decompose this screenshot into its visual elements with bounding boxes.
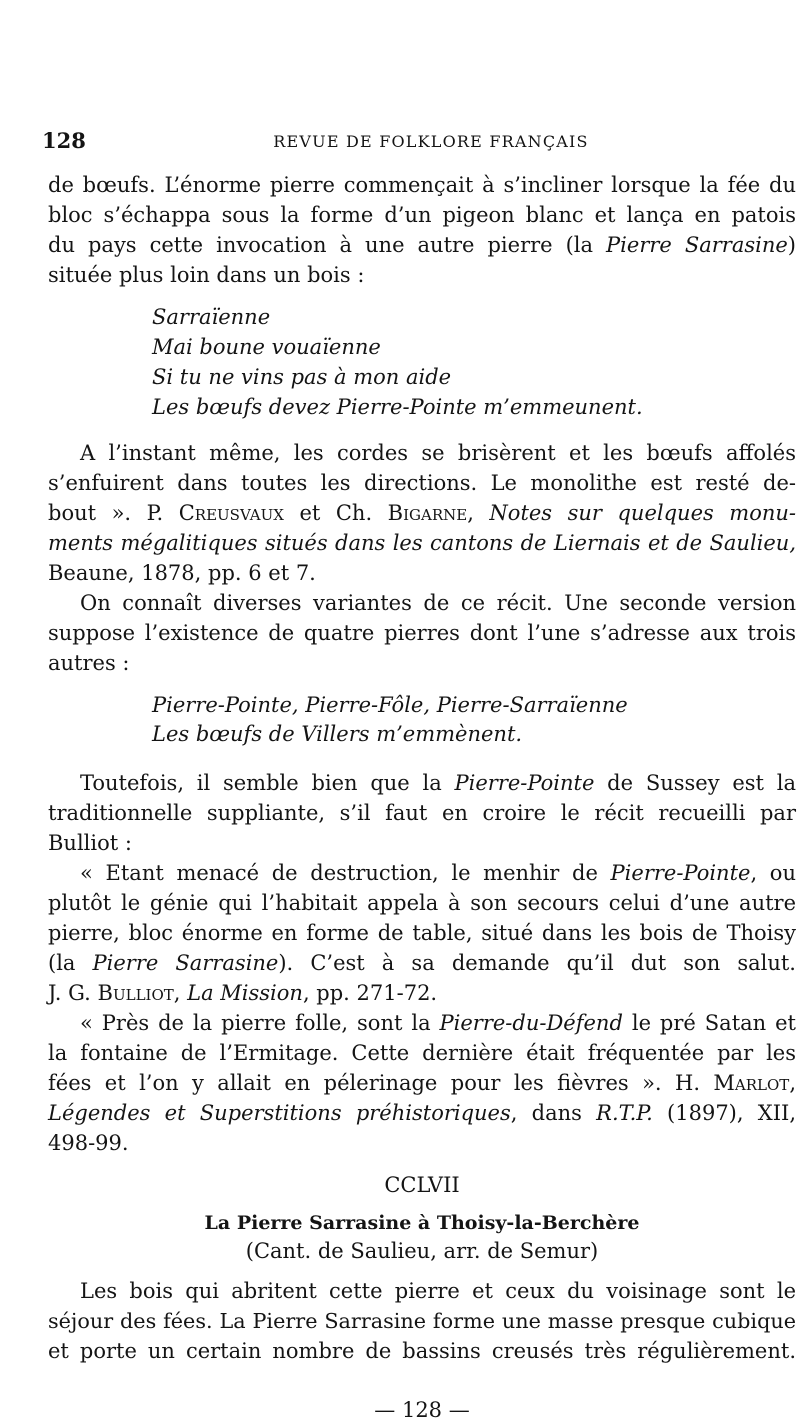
italic-name: Pierre-Pointe	[610, 861, 751, 885]
text-line: « Etant menacé de destruction, le menhir de Pierre-Pointe, ou	[80, 861, 796, 885]
text-line: du pays cette invocation à une autre pierre (la Pierre Sarrasine)	[48, 233, 796, 257]
text-line: On connaît diverses variantes de ce récit. Une seconde version	[80, 591, 796, 615]
text-line: Légendes et Superstitions préhistoriques, dans R.T.P. (1897), XII,	[48, 1101, 796, 1125]
author-name: Creusvaux	[178, 501, 284, 525]
italic-name: Pierre Sarrasine	[606, 233, 788, 257]
journal-abbrev: R.T.P.	[596, 1101, 653, 1125]
page-header	[42, 128, 802, 156]
text-line: Les bois qui abritent cette pierre et ceux du voisinage sont le	[80, 1279, 796, 1303]
text-line: autres :	[48, 651, 130, 675]
text-line: située plus loin dans un bois :	[48, 263, 365, 287]
text-line: J. G. Bulliot, La Mission, pp. 271-72.	[48, 981, 438, 1005]
text-line: bout ». P. Creusvaux et Ch. Bigarne, Notes sur quelques monu-	[48, 501, 796, 525]
verse-line: Si tu ne vins pas à mon aide	[152, 365, 452, 389]
verse-line: Les bœufs devez Pierre-Pointe m’emmeunent.	[152, 395, 643, 419]
text-line: 498-99.	[48, 1131, 129, 1155]
section-number: CCLVII	[384, 1173, 460, 1197]
text-line: s’enfuirent dans toutes les directions. Le monolithe est resté de-	[48, 471, 796, 495]
page-footer: — 128 —	[374, 1398, 470, 1422]
text-line: (la Pierre Sarrasine). C’est à sa demande qu’il dut son salut.	[48, 951, 796, 975]
italic-name: Pierre-du-Défend	[439, 1011, 623, 1035]
verse-line: Les bœufs de Villers m’emmènent.	[152, 722, 523, 746]
text-line	[48, 528, 796, 558]
text-line: et porte un certain nombre de bassins creusés très régulièrement.	[48, 1339, 796, 1363]
author-name: Bigarne	[387, 501, 468, 525]
text-line: la fontaine de l’Ermitage. Cette dernière était fréquentée par les	[48, 1041, 796, 1065]
text-line: « Près de la pierre folle, sont la Pierre-du-Défend le pré Satan et	[80, 1011, 796, 1035]
work-title: La Mission	[187, 981, 303, 1005]
text-line: suppose l’existence de quatre pierres dont l’une s’adresse aux trois	[48, 621, 796, 645]
text-line: bloc s’échappa sous la forme d’un pigeon blanc et lança en patois	[48, 203, 796, 227]
verse-line: Sarraïenne	[152, 305, 271, 329]
verse-line: Mai boune vouaïenne	[152, 335, 381, 359]
italic-name: Pierre-Pointe	[454, 771, 595, 795]
text-line: Bulliot :	[48, 831, 132, 855]
verse-line: Pierre-Pointe, Pierre-Fôle, Pierre-Sarraïenne	[152, 693, 628, 717]
text-line: pierre, bloc énorme en forme de table, situé dans les bois de Thoisy	[48, 921, 796, 945]
text-line: séjour des fées. La Pierre Sarrasine forme une masse presque cubique	[48, 1309, 796, 1333]
work-title: ments mégalitiques situés dans les cantons de Liernais et de Saulieu,	[48, 531, 796, 555]
running-title: REVUE DE FOLKLORE FRANÇAIS	[273, 132, 589, 151]
italic-name: Pierre Sarrasine	[92, 951, 279, 975]
text-line: fées et l’on y allait en pélerinage pour les fièvres ». H. Marlot,	[48, 1071, 796, 1095]
text-line: Beaune, 1878, pp. 6 et 7.	[48, 561, 316, 585]
work-title: Notes sur quelques monu-	[489, 501, 796, 525]
text-line: Toutefois, il semble bien que la Pierre-Pointe de Sussey est la	[80, 771, 796, 795]
section-subtitle: (Cant. de Saulieu, arr. de Semur)	[245, 1239, 599, 1263]
author-name: Bulliot	[97, 981, 174, 1005]
text-line: de bœufs. L’énorme pierre commençait à s’incliner lorsque la fée du	[48, 173, 796, 197]
section-title: La Pierre Sarrasine à Thoisy-la-Berchère	[204, 1212, 640, 1234]
text-line: A l’instant même, les cordes se brisèrent et les bœufs affolés	[80, 441, 796, 465]
text-line: plutôt le génie qui l’habitait appela à son secours celui d’une autre	[48, 891, 796, 915]
author-name: Marlot	[713, 1071, 790, 1095]
page-number: 128	[42, 128, 86, 153]
work-title: Légendes et Superstitions préhistoriques	[48, 1101, 511, 1125]
text-line: traditionnelle suppliante, s’il faut en croire le récit recueilli par	[48, 801, 796, 825]
